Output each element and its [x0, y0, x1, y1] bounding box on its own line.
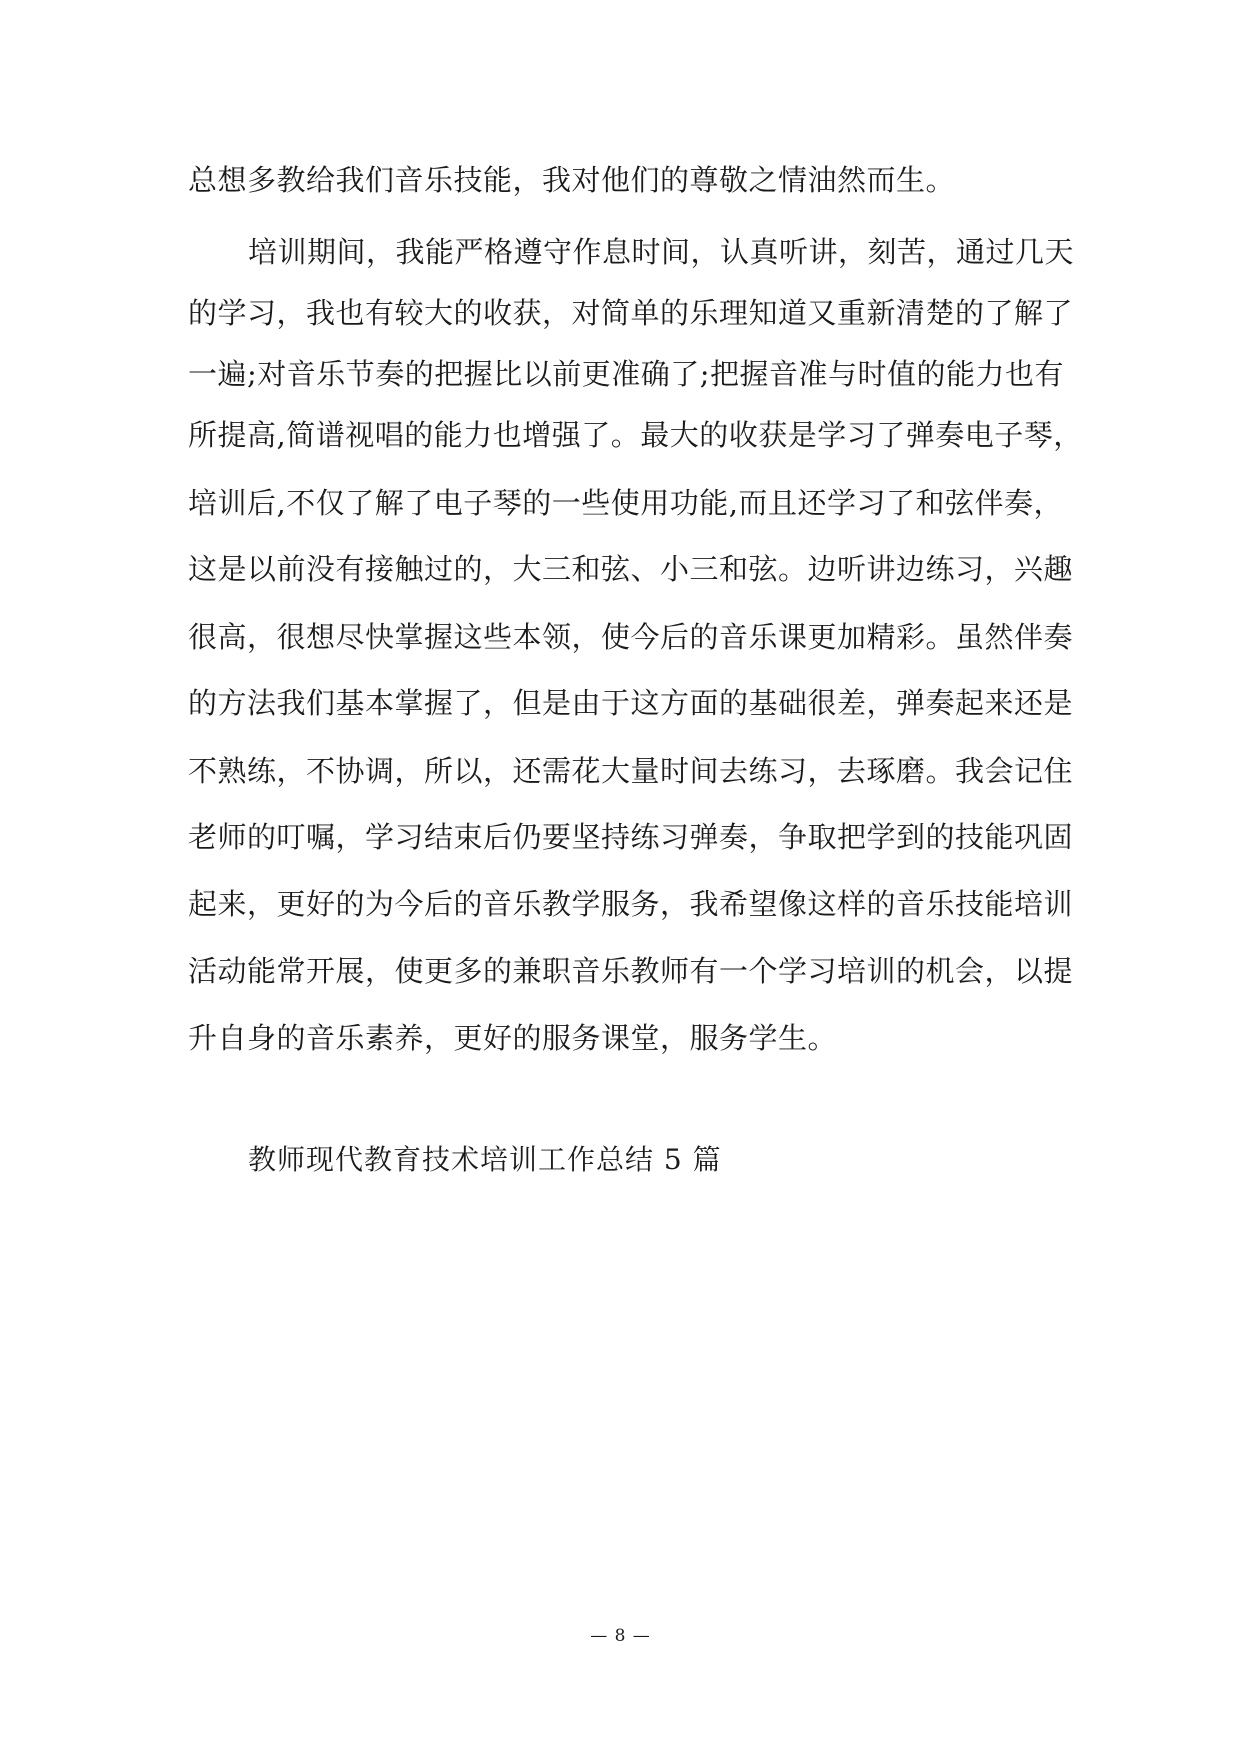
paragraph-2-line-4: 所提高,简谱视唱的能力也增强了。最大的收获是学习了弹奏电子琴，	[188, 418, 1083, 452]
paragraph-2-line-11: 起来，更好的为今后的音乐教学服务，我希望像这样的音乐技能培训	[188, 887, 1074, 921]
page-number: — 8 —	[590, 1626, 651, 1646]
paragraph-2-line-1: 培训期间，我能严格遵守作息时间，认真听讲，刻苦，通过几天	[248, 235, 1075, 269]
paragraph-2-line-6: 这是以前没有接触过的，大三和弦、小三和弦。边听讲边练习，兴趣	[188, 552, 1074, 586]
paragraph-2-line-13: 升自身的音乐素养，更好的服务课堂，服务学生。	[188, 1021, 838, 1055]
paragraph-2-line-9: 不熟练，不协调，所以，还需花大量时间去练习，去琢磨。我会记住	[188, 754, 1074, 788]
next-section-title: 教师现代教育技术培训工作总结 5 篇	[248, 1143, 722, 1176]
paragraph-2-line-10: 老师的叮嘱，学习结束后仍要坚持练习弹奏，争取把学到的技能巩固	[188, 820, 1074, 854]
paragraph-2-line-3: 一遍;对音乐节奏的把握比以前更准确了;把握音准与时值的能力也有	[188, 357, 1065, 391]
paragraph-2-line-8: 的方法我们基本掌握了，但是由于这方面的基础很差，弹奏起来还是	[188, 686, 1074, 720]
paragraph-2-line-2: 的学习，我也有较大的收获，对简单的乐理知道又重新清楚的了解了	[188, 296, 1074, 330]
paragraph-2-line-12: 活动能常开展，使更多的兼职音乐教师有一个学习培训的机会，以提	[188, 954, 1074, 988]
paragraph-1-line-1: 总想多教给我们音乐技能，我对他们的尊敬之情油然而生。	[188, 163, 956, 197]
paragraph-2-line-7: 很高，很想尽快掌握这些本领，使今后的音乐课更加精彩。虽然伴奏	[188, 620, 1074, 654]
paragraph-2-line-5: 培训后,不仅了解了电子琴的一些使用功能,而且还学习了和弦伴奏，	[188, 486, 1063, 520]
